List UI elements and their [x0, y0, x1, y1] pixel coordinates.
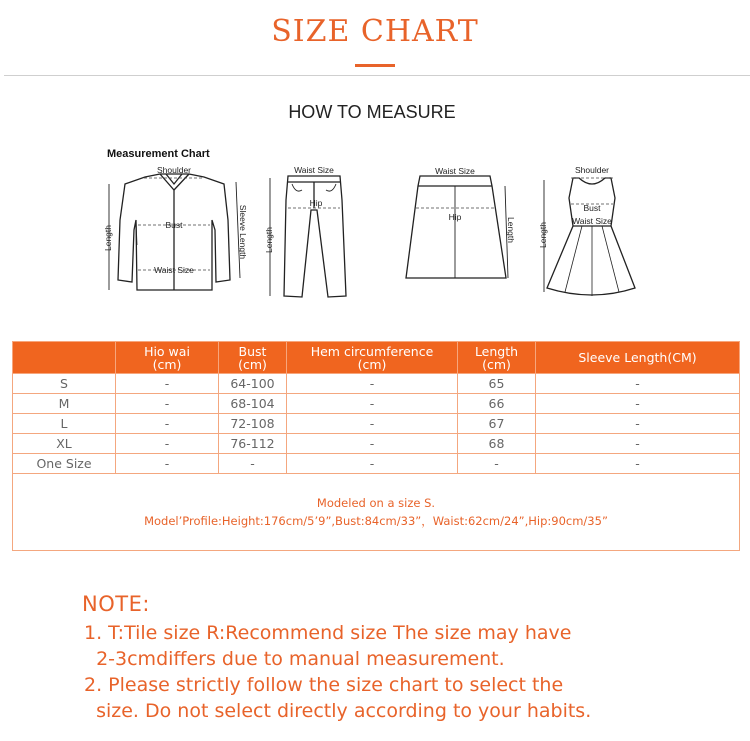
table-cell: One Size — [13, 454, 116, 474]
table-cell: 66 — [458, 394, 536, 414]
measurement-figures — [0, 140, 750, 310]
table-cell: 68 — [458, 434, 536, 454]
table-header: Hio wai (cm) — [116, 342, 219, 374]
note-line: size. Do not select directly according to your habits. — [84, 700, 592, 722]
table-cell: - — [116, 414, 219, 434]
table-header: Sleeve Length(CM) — [536, 342, 740, 374]
dress-waist-label: Waist Size — [572, 216, 612, 226]
table-header — [13, 342, 116, 374]
table-header: Length (cm) — [458, 342, 536, 374]
page-title: SIZE CHART — [271, 14, 479, 49]
table-cell: - — [536, 434, 740, 454]
shirt-shoulder-label: Shoulder — [156, 165, 192, 175]
pants-figure — [262, 160, 362, 304]
divider — [4, 75, 750, 76]
table-cell: - — [287, 374, 458, 394]
table-cell: - — [536, 414, 740, 434]
table-cell: - — [116, 454, 219, 474]
table-row — [13, 414, 740, 434]
skirt-figure — [398, 160, 518, 304]
dress-length-label: Length — [538, 222, 548, 248]
table-cell: 76-112 — [219, 434, 287, 454]
table-cell: - — [287, 434, 458, 454]
table-cell: XL — [13, 434, 116, 454]
table-row — [13, 394, 740, 414]
model-info-row — [13, 474, 740, 551]
shirt-bust-label: Bust — [165, 220, 183, 230]
shirt-length-label: Length — [103, 225, 113, 251]
table-header-row — [13, 342, 740, 374]
table-cell: 64-100 — [219, 374, 287, 394]
table-cell: - — [116, 434, 219, 454]
table-cell: - — [116, 394, 219, 414]
table-cell: - — [536, 394, 740, 414]
dress-shoulder-label: Shoulder — [574, 165, 610, 175]
pants-length-label: Length — [264, 227, 274, 253]
table-cell: - — [287, 394, 458, 414]
table-row — [13, 454, 740, 474]
table-cell: 72-108 — [219, 414, 287, 434]
table-cell: 67 — [458, 414, 536, 434]
title-underline — [355, 64, 395, 67]
table-cell: - — [287, 414, 458, 434]
pants-waist-label: Waist Size — [294, 165, 334, 175]
model-size-text: Modeled on a size S. — [316, 496, 436, 510]
table-cell: - — [116, 374, 219, 394]
table-cell: L — [13, 414, 116, 434]
skirt-hip-label: Hip — [448, 212, 462, 222]
section-subtitle: HOW TO MEASURE — [288, 102, 456, 122]
table-cell: 68-104 — [219, 394, 287, 414]
table-cell: - — [287, 454, 458, 474]
shirt-sleeve-label: Sleeve Length — [238, 204, 248, 260]
table-cell: - — [219, 454, 287, 474]
table-cell: - — [458, 454, 536, 474]
note-line: 1. T:Tile size R:Recommend size The size may have — [84, 622, 572, 644]
table-cell: - — [536, 374, 740, 394]
table-cell: 65 — [458, 374, 536, 394]
skirt-waist-label: Waist Size — [435, 166, 475, 176]
table-cell: S — [13, 374, 116, 394]
table-header: Hem circumference (cm) — [287, 342, 458, 374]
table-header: Bust (cm) — [219, 342, 287, 374]
table-cell: M — [13, 394, 116, 414]
table-row — [13, 374, 740, 394]
shirt-figure — [100, 160, 250, 304]
skirt-length-label: Length — [506, 217, 516, 243]
model-info-cell — [13, 474, 740, 551]
figures-heading: Measurement Chart — [107, 148, 210, 160]
table-row — [13, 434, 740, 454]
dress-figure — [535, 160, 650, 304]
table-cell: - — [536, 454, 740, 474]
shirt-waist-label: Waist Size — [154, 265, 194, 275]
pants-hip-label: Hip — [309, 198, 323, 208]
note-line: 2. Please strictly follow the size chart to select the — [84, 674, 564, 696]
size-table — [12, 341, 740, 551]
model-profile-text: Model’Profile:Height:176cm/5’9”,Bust:84cm/33”，Waist:62cm/24”,Hip:90cm/35” — [144, 514, 608, 528]
dress-bust-label: Bust — [583, 203, 601, 213]
note-title: NOTE: — [82, 592, 150, 616]
note-line: 2-3cmdiffers due to manual measurement. — [84, 648, 505, 670]
